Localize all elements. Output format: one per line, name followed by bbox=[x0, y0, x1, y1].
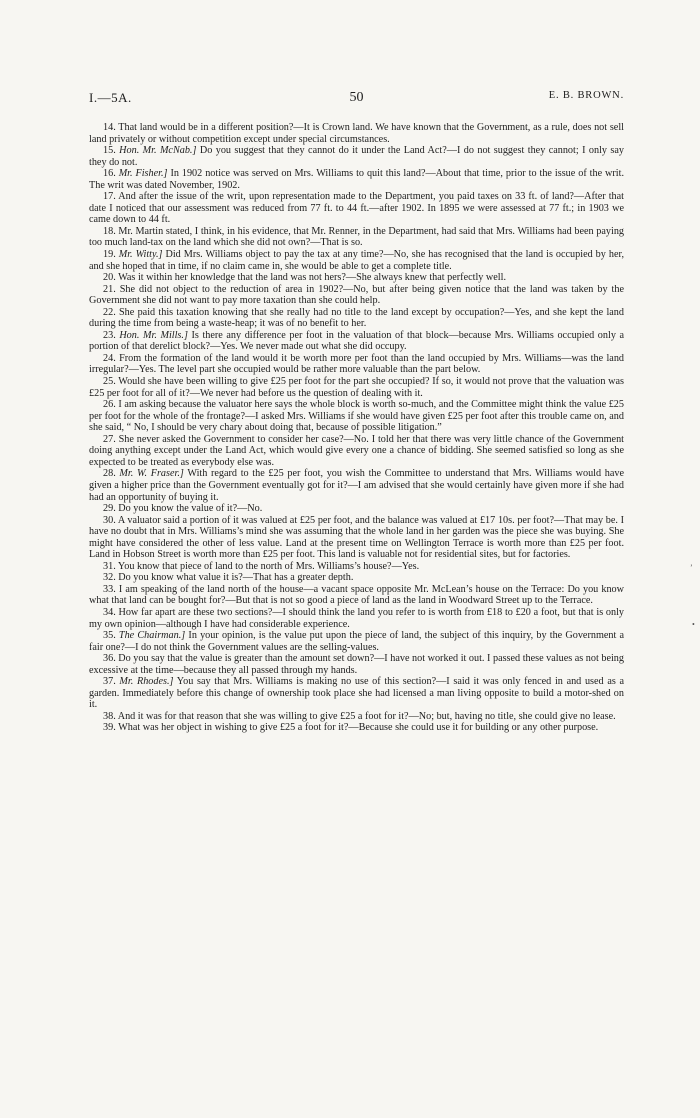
question-number: 37. bbox=[103, 676, 116, 688]
speaker-name: Mr. Fisher.] bbox=[118, 168, 168, 180]
speaker-name: Mr. Rhodes.] bbox=[119, 676, 174, 688]
question-number: 29. bbox=[103, 503, 116, 515]
question-number: 33. bbox=[103, 583, 116, 595]
testimony-paragraph bbox=[89, 584, 624, 607]
speaker-name: The Chairman.] bbox=[118, 630, 186, 642]
question-number: 39. bbox=[103, 722, 116, 734]
testimony-paragraph bbox=[89, 226, 624, 249]
question-answer-text: That land would be in a different position?—It is Crown land. We have known that the Government, as a rule, does not sell land privately or without competition except under special circumstances. bbox=[89, 122, 624, 145]
question-number: 16. bbox=[103, 168, 116, 180]
question-number: 22. bbox=[103, 306, 116, 318]
testimony-paragraph bbox=[89, 515, 624, 561]
question-answer-text: From the formation of the land would it be worth more per foot than the land occupied by Mrs. Williams—was the land irregular?—Yes. The level part she occupied would be rather more valuable than the part below. bbox=[89, 352, 625, 376]
question-answer-text: I am speaking of the land north of the house—a vacant space opposite Mr. McLean’s house on the Terrace: Do you know what that land can be bought for?—But that is not so good a piece of land as the land in Woodward Street up to the Terrace. bbox=[89, 583, 625, 607]
question-number: 28. bbox=[103, 468, 116, 480]
testimony-paragraph bbox=[89, 353, 624, 376]
testimony-paragraph bbox=[89, 330, 624, 353]
testimony-paragraph bbox=[89, 711, 624, 723]
testimony-paragraph bbox=[89, 249, 624, 272]
question-number: 30. bbox=[103, 514, 116, 526]
question-answer-text: In 1902 notice was served on Mrs. Williams to quit this land?—About that time, prior to the issue of the writ. The writ was dated November, 1902. bbox=[89, 168, 625, 191]
question-number: 14. bbox=[103, 122, 116, 133]
question-answer-text: Do you suggest that they cannot do it under the Land Act?—I do not suggest they cannot; I only say they do not. bbox=[89, 145, 625, 168]
testimony-body bbox=[89, 122, 624, 734]
question-number: 34. bbox=[103, 606, 116, 618]
page-number: 50 bbox=[349, 90, 364, 105]
speaker-name: Hon. Mr. Mills.] bbox=[119, 329, 188, 341]
question-answer-text: She paid this taxation knowing that she really had no title to the land except by occupation?—Yes, and she kept the land during the time from being a waste-heap; it was of no benefit to her. bbox=[89, 306, 624, 330]
question-number: 27. bbox=[103, 433, 116, 445]
witness-name: E. B. BROWN. bbox=[548, 90, 624, 101]
question-number: 35. bbox=[103, 630, 116, 642]
margin-mark: • bbox=[692, 620, 695, 629]
testimony-paragraph bbox=[89, 307, 624, 330]
question-answer-text: What was her object in wishing to give £25 a foot for it?—Because she could use it for building or any other purpose. bbox=[118, 722, 599, 734]
question-number: 25. bbox=[103, 376, 116, 388]
question-answer-text: You say that Mrs. Williams is making no use of this section?—I said it was only fenced in and used as a garden. Immediately before this change of ownership took place she had licensed a man living opposite to build a motor-shed on it. bbox=[89, 676, 625, 711]
question-number: 32. bbox=[103, 572, 116, 584]
testimony-paragraph bbox=[89, 676, 624, 711]
page-header bbox=[89, 90, 624, 112]
testimony-paragraph bbox=[89, 503, 624, 515]
testimony-paragraph bbox=[89, 434, 624, 469]
question-answer-text: Is there any difference per foot in the valuation of that block—because Mrs. Williams occupied only a portion of that derelict block?—Yes. We never made out what she did occupy. bbox=[89, 329, 625, 353]
question-number: 17. bbox=[103, 191, 116, 203]
question-number: 36. bbox=[103, 653, 116, 665]
question-answer-text: Do you say that the value is greater than the amount set down?—I have not worked it out. I passed these values as not being excessive at the time—because they all passed through my hands. bbox=[89, 653, 624, 676]
speaker-name: Hon. Mr. McNab.] bbox=[119, 145, 197, 157]
testimony-paragraph bbox=[89, 272, 624, 284]
question-number: 26. bbox=[103, 399, 116, 411]
testimony-paragraph bbox=[89, 561, 624, 573]
question-answer-text: I am asking because the valuator here says the whole block is worth so-much, and the Committee might think the value £25 per foot for the whole of the frontage?—I asked Mrs. Williams if she would have given £25 per foot after this trouble came on, and she said, “ No, I should be very chary about doing that, because of possible litigation.” bbox=[89, 399, 624, 434]
testimony-paragraph bbox=[89, 376, 624, 399]
testimony-paragraph bbox=[89, 630, 624, 653]
question-number: 18. bbox=[103, 225, 116, 237]
question-answer-text: Do you know the value of it?—No. bbox=[118, 503, 263, 515]
question-number: 31. bbox=[103, 560, 116, 572]
question-answer-text: Did Mrs. Williams object to pay the tax at any time?—No, she has recognised that the land is occupied by her, and she hoped that in time, if no claim came in, she would be able to get a complete title. bbox=[89, 249, 625, 272]
question-answer-text: Do you know what value it is?—That has a greater depth. bbox=[118, 572, 354, 584]
question-number: 23. bbox=[103, 329, 116, 341]
testimony-paragraph bbox=[89, 122, 624, 145]
testimony-paragraph bbox=[89, 722, 624, 734]
testimony-paragraph bbox=[89, 468, 624, 503]
question-answer-text: Would she have been willing to give £25 per foot for the part she occupied? If so, it would not prove that the valuation was £25 per foot for all of it?—We never had before us the question of dealing with it. bbox=[89, 376, 624, 399]
testimony-paragraph bbox=[89, 572, 624, 584]
testimony-paragraph bbox=[89, 653, 624, 676]
question-answer-text: She did not object to the reduction of area in 1902?—No, but after being given notice that the land was taken by the Government she did not want to pay more taxation than she could help. bbox=[89, 283, 625, 307]
question-answer-text: Mr. Martin stated, I think, in his evidence, that Mr. Renner, in the Department, had said that Mrs. Williams had been paying too much land-tax on the land which she did not own?—That is so. bbox=[89, 225, 625, 249]
question-answer-text: Was it within her knowledge that the land was not hers?—She always knew that perfectly well. bbox=[118, 272, 507, 284]
question-answer-text: And after the issue of the writ, upon representation made to the Department, you paid taxes on 33 ft. of land?—After that date I noticed that our assessment was reduced from 77 ft. to 44 ft.—after 1902. In 1895 we were assessed at 77 ft.; in 1903 we came down to 44 ft. bbox=[89, 191, 624, 226]
testimony-paragraph bbox=[89, 145, 624, 168]
question-number: 21. bbox=[103, 283, 116, 295]
question-answer-text: How far apart are these two sections?—I should think the land you refer to is worth from £18 to £20 a foot, but that is only my own opinion—although I have had considerable experience. bbox=[89, 606, 625, 630]
document-page bbox=[89, 90, 624, 734]
margin-mark: ’ bbox=[690, 563, 693, 572]
testimony-paragraph bbox=[89, 399, 624, 434]
question-number: 20. bbox=[103, 272, 116, 284]
question-answer-text: With regard to the £25 per foot, you wish the Committee to understand that Mrs. Williams would have given a higher price than the Government eventually got for it?—I am advised that she would certainly have given more if she had had an opportunity of buying it. bbox=[89, 468, 625, 503]
question-number: 24. bbox=[103, 352, 116, 364]
speaker-name: Mr. W. Fraser.] bbox=[119, 468, 184, 480]
question-answer-text: In your opinion, is the value put upon the piece of land, the subject of this inquiry, by the Government a fair one?—I do not think the Government values are the selling-values. bbox=[89, 630, 625, 653]
question-number: 15. bbox=[103, 145, 116, 157]
document-reference: I.—5A. bbox=[89, 90, 132, 105]
question-answer-text: And it was for that reason that she was willing to give £25 a foot for it?—No; but, having no title, she could give no lease. bbox=[117, 710, 616, 722]
testimony-paragraph bbox=[89, 607, 624, 630]
question-answer-text: You know that piece of land to the north of Mrs. Williams’s house?—Yes. bbox=[117, 560, 420, 572]
question-number: 38. bbox=[103, 710, 116, 722]
testimony-paragraph bbox=[89, 191, 624, 226]
question-number: 19. bbox=[103, 249, 116, 261]
testimony-paragraph bbox=[89, 284, 624, 307]
question-answer-text: A valuator said a portion of it was valued at £25 per foot, and the balance was valued at £17 10s. per foot?—That may be. I have no doubt that in Mrs. Williams’s mind she was assuming that the whole land in her garden was the piece she was buying. She might have considered the other of less value. Land at the present time on Wellington Terrace is worth more than £25 per foot. Land in Hobson Street is worth more than £25 per foot. This land is valuable not for residential sites, but for factories. bbox=[89, 514, 625, 561]
testimony-paragraph bbox=[89, 168, 624, 191]
speaker-name: Mr. Witty.] bbox=[118, 249, 163, 261]
question-answer-text: She never asked the Government to consider her case?—No. I told her that there was very little chance of the Government doing anything except under the Land Act, which would give every one a chance of bidding. She seemed satisfied so long as she expected to be treated as everybody else was. bbox=[89, 433, 624, 468]
